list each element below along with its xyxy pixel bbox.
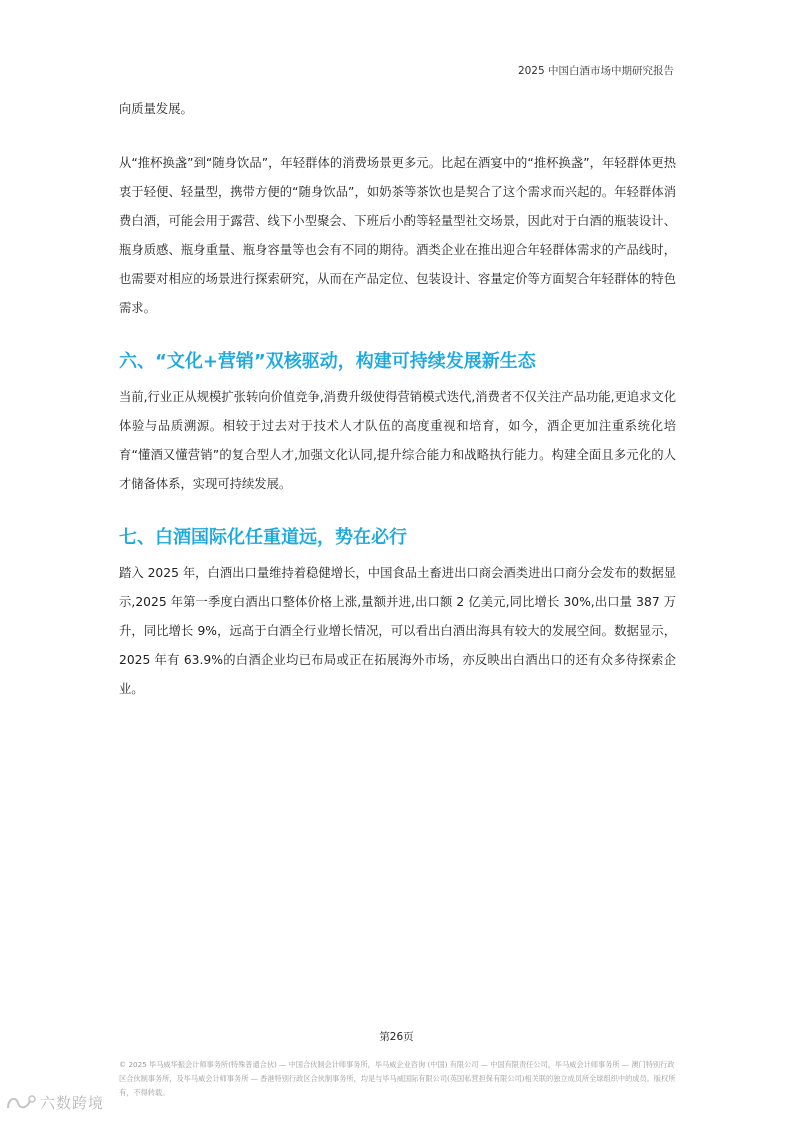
section-6-title: 六、“文化+营销”双核驱动，构建可持续发展新生态 (119, 351, 536, 372)
watermark-logo-icon (6, 1094, 36, 1112)
youth-consumption-paragraph: 从“推杯换盏”到“随身饮品”，年轻群体的消费场景更多元。比起在酒宴中的“推杯换盏”，年轻群体更热衷于轻便、轻量型，携带方便的“随身饮品”，如奶茶等茶饮也是契合了这个需求而兴起的。年轻群体消费白酒，可能会用于露营、线下小型聚会、下班后小酌等轻量型社交场景，因此对于白酒的瓶装设计、瓶身质感、瓶身重量、瓶身容量等也会有不同的期待。酒类企业在推出迎合年轻群体需求的产品线时，也需要对相应的场景进行探索研究，从而在产品定位、包装设计、容量定价等方面契合年轻群体的特色需求。 (119, 156, 676, 315)
section-6-paragraph: 当前,行业正从规模扩张转向价值竞争,消费升级使得营销模式迭代,消费者不仅关注产品功能,更追求文化体验与品质溯源。相较于过去对于技术人才队伍的高度重视和培育，如今，酒企更加注重系统化培育“懂酒又懂营销”的复合型人才,加强文化认同,提升综合能力和战略执行能力。构建全面且多元化的人才储备体系，实现可持续发展。 (119, 390, 676, 491)
legal-footer: © 2025 毕马威华振会计师事务所(特殊普通合伙) — 中国合伙制会计师事务所，毕马威企业咨询 (中国) 有限公司 — 中国有限责任公司，毕马威会计师事务所 — 澳门特别行政区合伙制事务所，及毕马威会计师事务所 — 香港特别行政区合伙制事务所，均是与毕马威国际有限公司(英国私营担保有限公司)相关联的独立成员所全球组织中的成员。版权所有，不得转载。 (119, 1060, 676, 1097)
main-content (119, 95, 676, 704)
intro-tail-paragraph: 向质量发展。 (119, 102, 193, 116)
watermark-text: 六数跨境 (40, 1094, 105, 1112)
section-7-paragraph: 踏入 2025 年，白酒出口量维持着稳健增长，中国食品土畜进出口商会酒类进出口商分会发布的数据显示,2025 年第一季度白酒出口整体价格上涨,量额并进,出口额 2 亿美元,同比增长 30%,出口量 387 万升，同比增长 9%，远高于白酒全行业增长情况，可以看出白酒出海具有较大的发展空间。数据显示，2025 年有 63.9%的白酒企业均已布局或正在拓展海外市场，亦反映出白酒出口的还有众多待探索企业。 (119, 566, 676, 696)
section-7-title: 七、白酒国际化任重道远，势在必行 (119, 527, 407, 548)
watermark (6, 1092, 104, 1113)
report-header-title: 2025 中国白酒市场中期研究报告 (517, 65, 674, 77)
page-number: 第26页 (379, 1031, 414, 1043)
